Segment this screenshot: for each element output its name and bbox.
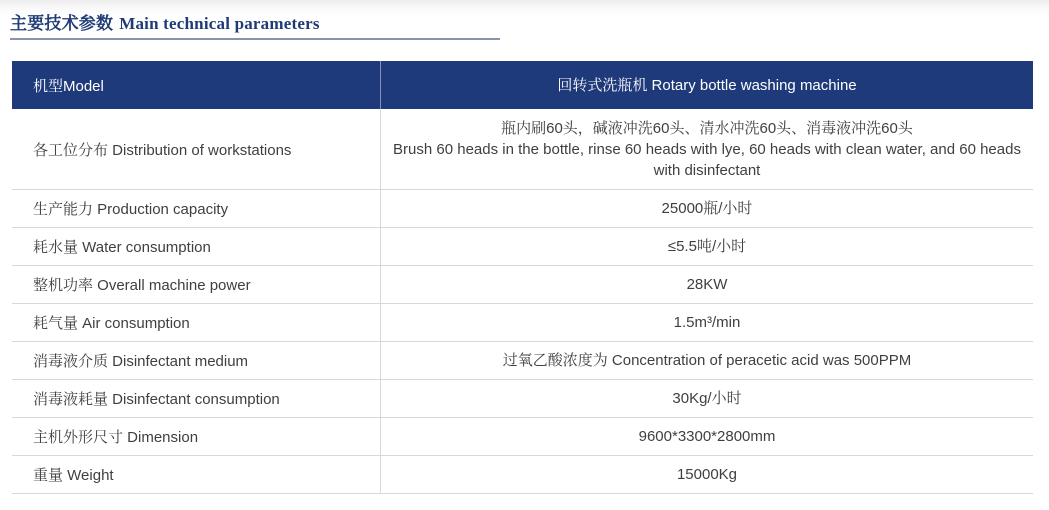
row-value: 过氧乙酸浓度为 Concentration of peracetic acid was 500PPM xyxy=(502,352,912,369)
table-row xyxy=(12,304,1033,342)
page-title-cn: 主要技术参数 xyxy=(10,14,114,33)
table-row xyxy=(12,380,1033,418)
row-value: 25000瓶/小时 xyxy=(661,200,753,217)
row-label: 各工位分布 Distribution of workstations xyxy=(12,109,381,189)
row-value xyxy=(381,109,1033,189)
table-row xyxy=(12,266,1033,304)
section-title-block xyxy=(0,0,500,40)
row-label: 生产能力 Production capacity xyxy=(12,190,381,227)
row-label: 消毒液介质 Disinfectant medium xyxy=(12,342,381,379)
technical-parameters-table xyxy=(12,61,1033,494)
row-label: 消毒液耗量 Disinfectant consumption xyxy=(12,380,381,417)
table-row xyxy=(12,228,1033,266)
page-title xyxy=(10,13,500,35)
row-label: 耗气量 Air consumption xyxy=(12,304,381,341)
table-header-row xyxy=(12,61,1033,109)
row-label: 整机功率 Overall machine power xyxy=(12,266,381,303)
page-title-en: Main technical parameters xyxy=(119,14,320,33)
row-value-en: Brush 60 heads in the bottle, rinse 60 heads with lye, 60 heads with clean water, and 60 heads with disinfectant xyxy=(393,140,1021,179)
row-value: 9600*3300*2800mm xyxy=(638,428,776,445)
header-model-label: 机型Model xyxy=(12,61,381,109)
title-underline xyxy=(10,38,500,40)
table-row xyxy=(12,342,1033,380)
row-label: 耗水量 Water consumption xyxy=(12,228,381,265)
table-row xyxy=(12,418,1033,456)
row-label: 主机外形尺寸 Dimension xyxy=(12,418,381,455)
row-value: 30Kg/小时 xyxy=(672,390,742,407)
table-row xyxy=(12,109,1033,190)
row-value: 28KW xyxy=(686,276,728,293)
row-value: 1.5m³/min xyxy=(673,314,741,331)
header-machine-name: 回转式洗瓶机 Rotary bottle washing machine xyxy=(557,76,857,94)
row-label: 重量 Weight xyxy=(12,456,381,493)
row-value-cn: 瓶内刷60头，碱液冲洗60头、清水冲洗60头、消毒液冲洗60头 xyxy=(501,119,913,137)
table-row xyxy=(12,190,1033,228)
row-value: 15000Kg xyxy=(676,466,738,483)
row-value: ≤5.5吨/小时 xyxy=(667,238,747,255)
table-row xyxy=(12,456,1033,494)
